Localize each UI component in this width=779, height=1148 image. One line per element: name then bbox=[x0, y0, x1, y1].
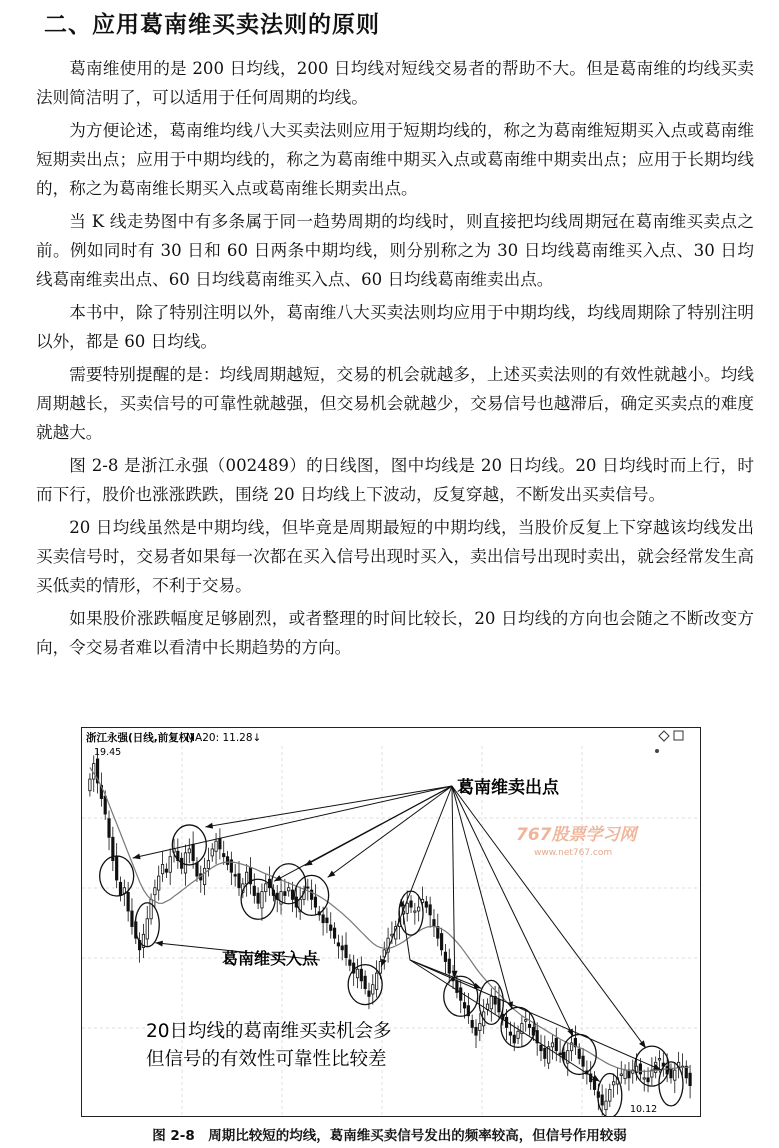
candle-body bbox=[375, 973, 377, 989]
sell-arrow-head bbox=[205, 823, 213, 829]
candle-body bbox=[333, 928, 335, 938]
candle-body bbox=[440, 934, 442, 950]
restore-icon[interactable] bbox=[655, 749, 659, 753]
candle-body bbox=[540, 1045, 542, 1050]
candle-body bbox=[658, 1058, 660, 1060]
diamond-icon[interactable] bbox=[659, 731, 669, 741]
candle-body bbox=[89, 779, 91, 791]
candle-body bbox=[154, 888, 156, 895]
candle-body bbox=[349, 960, 351, 965]
candle-body bbox=[490, 996, 492, 1008]
candle-body bbox=[223, 854, 225, 857]
candle-body bbox=[525, 1020, 527, 1022]
candle-body bbox=[414, 911, 416, 912]
candle-body bbox=[475, 1027, 477, 1035]
candle-body bbox=[288, 888, 290, 891]
candle-body bbox=[234, 875, 236, 877]
candle-body bbox=[479, 1024, 481, 1031]
candle-body bbox=[609, 1089, 611, 1101]
buy-point-label: 葛南维买入点 bbox=[222, 949, 319, 968]
buy-arrow bbox=[410, 960, 600, 1081]
candle-body bbox=[158, 876, 160, 890]
signal-circles bbox=[100, 825, 683, 1117]
candle-body bbox=[444, 952, 446, 961]
candle-body bbox=[643, 1078, 645, 1079]
candle-body bbox=[647, 1078, 649, 1082]
candle-body bbox=[192, 844, 194, 860]
paragraph: 为方便论述，葛南维均线八大买卖法则应用于短期均线的，称之为葛南维短期买入点或葛南维短期卖出点；应用于中期均线的，称之为葛南维中期买入点或葛南维中期卖出点；应用于长期均线的，称之为葛南维长期买入点或葛南维长期卖出点。 bbox=[36, 121, 754, 198]
candle-body bbox=[131, 911, 133, 927]
candle-body bbox=[425, 902, 427, 907]
body-text bbox=[36, 54, 754, 666]
candle-body bbox=[417, 907, 419, 911]
note-line-1: 20日均线的葛南维买卖机会多 bbox=[146, 1021, 392, 1042]
candle-body bbox=[410, 901, 412, 907]
candle-body bbox=[184, 853, 186, 873]
candle-body bbox=[253, 886, 255, 895]
candle-body bbox=[257, 893, 259, 903]
candle-body bbox=[509, 1032, 511, 1035]
candle-body bbox=[115, 856, 117, 880]
candle-body bbox=[406, 903, 408, 913]
candle-body bbox=[261, 892, 263, 908]
candle-body bbox=[498, 999, 500, 1011]
candle-body bbox=[146, 919, 148, 939]
candle-body bbox=[471, 1020, 473, 1027]
candle-body bbox=[364, 976, 366, 988]
paragraph: 本书中，除了特别注明以外，葛南维八大买卖法则均应用于中期均线，均线周期除了特别注明以外，都是 60 日均线。 bbox=[36, 303, 754, 351]
sell-point-label: 葛南维卖出点 bbox=[457, 778, 559, 798]
stock-title: 浙江永强(日线,前复权) bbox=[86, 732, 195, 744]
candle-body bbox=[582, 1056, 584, 1066]
watermark-title: 767股票学习网 bbox=[516, 825, 637, 845]
stock-chart-figure bbox=[81, 727, 701, 1117]
sell-arrow-head bbox=[133, 853, 141, 859]
candle-body bbox=[620, 1074, 622, 1076]
candle-body bbox=[314, 897, 316, 907]
candle-body bbox=[372, 985, 374, 994]
candle-body bbox=[356, 969, 358, 978]
candle-body bbox=[127, 892, 129, 911]
candle-body bbox=[211, 849, 213, 856]
section-heading: 二、应用葛南维买卖法则的原则 bbox=[44, 12, 380, 38]
low-price-label: 10.12 bbox=[630, 1104, 658, 1115]
candle-body bbox=[108, 819, 110, 838]
candle-body bbox=[123, 888, 125, 893]
candle-body bbox=[674, 1070, 676, 1080]
candle-body bbox=[341, 946, 343, 950]
candle-body bbox=[605, 1101, 607, 1110]
high-price-label: 19.45 bbox=[94, 747, 122, 758]
candle-body bbox=[578, 1049, 580, 1058]
candle-body bbox=[559, 1053, 561, 1055]
candle-body bbox=[463, 1003, 465, 1008]
candle-body bbox=[433, 920, 435, 927]
ma-label: MA20: 11.28↓ bbox=[186, 732, 262, 744]
sell-arrow-head bbox=[305, 860, 313, 866]
candle-body bbox=[169, 857, 171, 873]
candle-body bbox=[368, 991, 370, 996]
candle-body bbox=[265, 884, 267, 892]
buy-arrow-head bbox=[155, 941, 163, 947]
candle-body bbox=[360, 969, 362, 981]
candle-body bbox=[150, 899, 152, 918]
paragraph: 20 日均线虽然是中期均线，但毕竟是周期最短的中期均线，当股价反复上下穿越该均线发出买卖信号时，交易者如果每一次都在买入信号出现时买入，卖出信号出现时卖出，就会经常发生高买低卖的情形，不利于交易。 bbox=[36, 518, 754, 595]
candle-body bbox=[670, 1069, 672, 1078]
candle-body bbox=[119, 882, 121, 895]
candle-body bbox=[238, 874, 240, 888]
candle-body bbox=[326, 918, 328, 923]
candlestick-chart bbox=[82, 728, 701, 1117]
candle-body bbox=[322, 915, 324, 923]
candle-body bbox=[330, 925, 332, 930]
candle-body bbox=[555, 1038, 557, 1050]
candle-body bbox=[203, 868, 205, 884]
candle-body bbox=[284, 892, 286, 896]
candle-body bbox=[345, 945, 347, 957]
candle-body bbox=[429, 905, 431, 915]
candle-body bbox=[624, 1070, 626, 1079]
candle-body bbox=[612, 1082, 614, 1085]
buy-arrow bbox=[410, 960, 661, 1070]
candle-body bbox=[196, 863, 198, 876]
candle-body bbox=[215, 841, 217, 851]
square-icon[interactable] bbox=[674, 731, 683, 740]
sell-arrow-head bbox=[381, 959, 387, 967]
candle-body bbox=[104, 796, 106, 814]
candle-body bbox=[628, 1070, 630, 1078]
paragraph: 如果股价涨跌幅度足够剧烈，或者整理的时间比较长，20 日均线的方向也会随之不断改变方向，令交易者难以看清中长期趋势的方向。 bbox=[36, 609, 754, 657]
candle-body bbox=[391, 934, 393, 936]
candle-body bbox=[291, 890, 293, 899]
paragraph: 图 2-8 是浙江永强（002489）的日线图，图中均线是 20 日均线。20 日均线时而上行，时而下行，股价也涨涨跌跌，围绕 20 日均线上下波动，反复穿越，不断发出买卖信号。 bbox=[36, 456, 754, 504]
sell-arrow-head bbox=[328, 871, 336, 878]
candle-body bbox=[219, 839, 221, 849]
candle-body bbox=[544, 1048, 546, 1058]
candle-body bbox=[161, 864, 163, 873]
candle-body bbox=[601, 1095, 603, 1105]
paragraph: 需要特别提醒的是：均线周期越短，交易的机会就越多，上述买卖法则的有效性就越小。均线周期越长，买卖信号的可靠性就越强，但交易机会就越少，交易信号也越滞后，确定买卖点的难度就越大。 bbox=[36, 365, 754, 442]
sell-arrow bbox=[133, 786, 452, 858]
sell-arrow-head bbox=[639, 1040, 646, 1048]
figure-caption: 图 2-8 周期比较短的均线，葛南维买卖信号发出的频率较高，但信号作用较弱 bbox=[152, 1128, 627, 1144]
candle-body bbox=[639, 1064, 641, 1074]
candle-body bbox=[528, 1024, 530, 1027]
paragraph: 葛南维使用的是 200 日均线，200 日均线对短线交易者的帮助不大。但是葛南维的均线买卖法则简洁明了，可以适用于任何周期的均线。 bbox=[36, 59, 754, 107]
candle-body bbox=[188, 849, 190, 853]
candle-body bbox=[307, 887, 309, 888]
candle-body bbox=[517, 1031, 519, 1038]
candle-body bbox=[226, 857, 228, 865]
candle-body bbox=[513, 1035, 515, 1043]
candle-body bbox=[448, 959, 450, 973]
candle-body bbox=[460, 988, 462, 1000]
candle-body bbox=[689, 1073, 691, 1085]
sell-arrow bbox=[452, 786, 455, 978]
paragraph: 当 K 线走势图中有多条属于同一趋势周期的均线时，则直接把均线周期冠在葛南维买卖点之前。例如同时有 30 日和 60 日两条中期均线，则分别称之为 30 日均线葛南维买入点、30 日均线葛南维卖出点、60 日均线葛南维买入点、60 日均线葛南维卖出点。 bbox=[36, 212, 754, 289]
candle-body bbox=[337, 943, 339, 946]
candle-body bbox=[165, 869, 167, 872]
candle-body bbox=[551, 1043, 553, 1047]
candle-body bbox=[207, 861, 209, 869]
note-line-2: 但信号的有效性可靠性比较差 bbox=[146, 1049, 387, 1070]
watermark-url: www.net767.com bbox=[534, 848, 613, 858]
candle-body bbox=[245, 872, 247, 884]
